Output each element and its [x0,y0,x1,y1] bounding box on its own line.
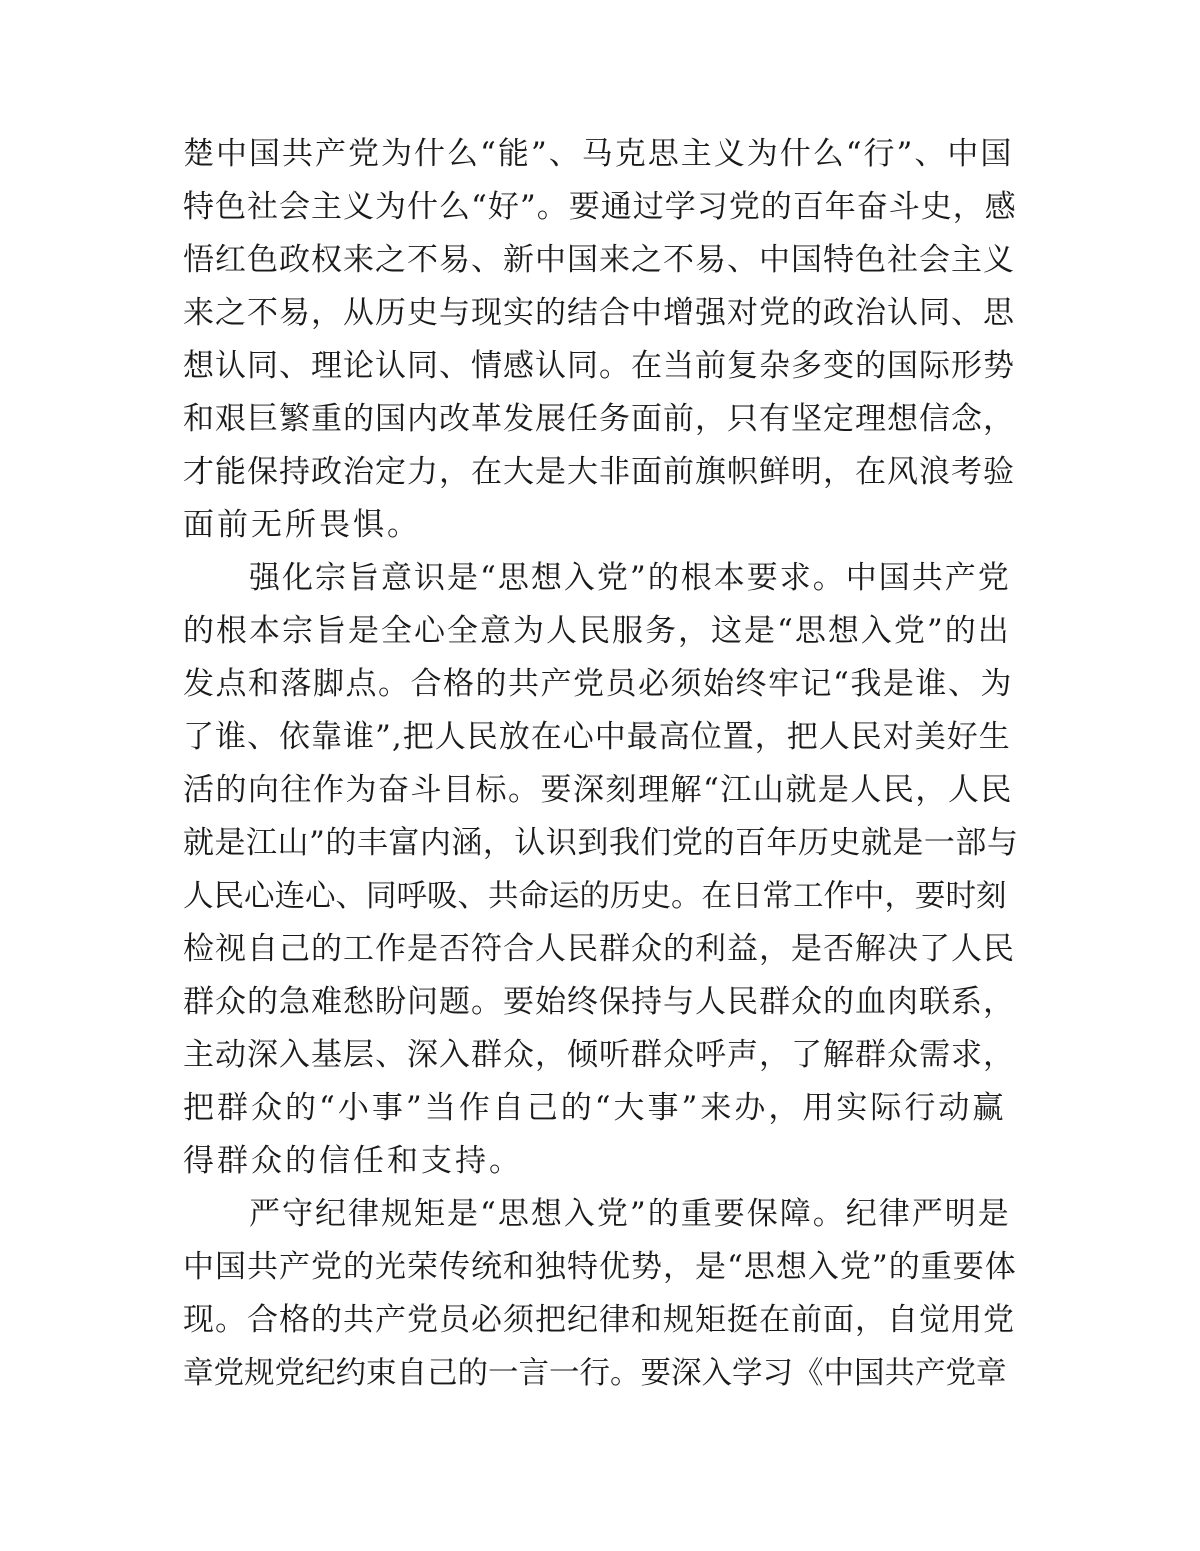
text-line: 楚中国共产党为什么“能”、马克思主义为什么“行”、中国 [183,136,1014,172]
text-line: 悟红色政权来之不易、新中国来之不易、中国特色社会主义 [183,242,1015,278]
paragraph-3 [183,1188,1018,1400]
text-line: 发点和落脚点。合格的共产党员必须始终牢记“我是谁、为 [183,666,1013,702]
text-line: 人民心连心、同呼吸、共命运的历史。在日常工作中，要时刻 [183,879,1007,914]
text-line: 章党规党纪约束自己的一言一行。要深入学习《中国共产党章 [183,1356,1007,1391]
text-line: 的根本宗旨是全心全意为人民服务，这是“思想入党”的出 [183,613,1011,649]
text-line: 检视自己的工作是否符合人民群众的利益，是否解决了人民 [183,931,1015,967]
text-line: 来之不易，从历史与现实的结合中增强对党的政治认同、思 [183,295,1015,331]
text-line: 中国共产党的光荣传统和独特优势，是“思想入党”的重要体 [183,1249,1017,1285]
paragraph-2 [183,552,1018,1188]
text-line: 就是江山”的丰富内涵，认识到我们党的百年历史就是一部与 [183,825,1019,861]
text-line: 强化宗旨意识是“思想入党”的根本要求。中国共产党 [183,560,1011,596]
text-line: 和艰巨繁重的国内改革发展任务面前，只有坚定理想信念， [183,401,1015,437]
text-line: 想认同、理论认同、情感认同。在当前复杂多变的国际形势 [183,348,1015,384]
text-line: 面前无所畏惧。 [183,507,421,543]
document-body [183,128,1018,1400]
paragraph-1 [183,128,1018,552]
text-line: 把群众的“小事”当作自己的“大事”来办，用实际行动赢 [183,1090,1007,1126]
text-line: 得群众的信任和支持。 [183,1143,523,1179]
text-line: 才能保持政治定力，在大是大非面前旗帜鲜明，在风浪考验 [183,454,1015,490]
text-line: 现。合格的共产党员必须把纪律和规矩挺在前面，自觉用党 [183,1302,1015,1338]
text-line: 严守纪律规矩是“思想入党”的重要保障。纪律严明是 [183,1196,1011,1232]
text-line: 主动深入基层、深入群众，倾听群众呼声，了解群众需求， [183,1037,1015,1073]
text-line: 了谁、依靠谁”,把人民放在心中最高位置，把人民对美好生 [183,719,1011,755]
text-line: 群众的急难愁盼问题。要始终保持与人民群众的血肉联系， [183,984,1015,1020]
text-line: 活的向往作为奋斗目标。要深刻理解“江山就是人民，人民 [183,772,1013,808]
text-line: 特色社会主义为什么“好”。要通过学习党的百年奋斗史，感 [183,189,1017,225]
